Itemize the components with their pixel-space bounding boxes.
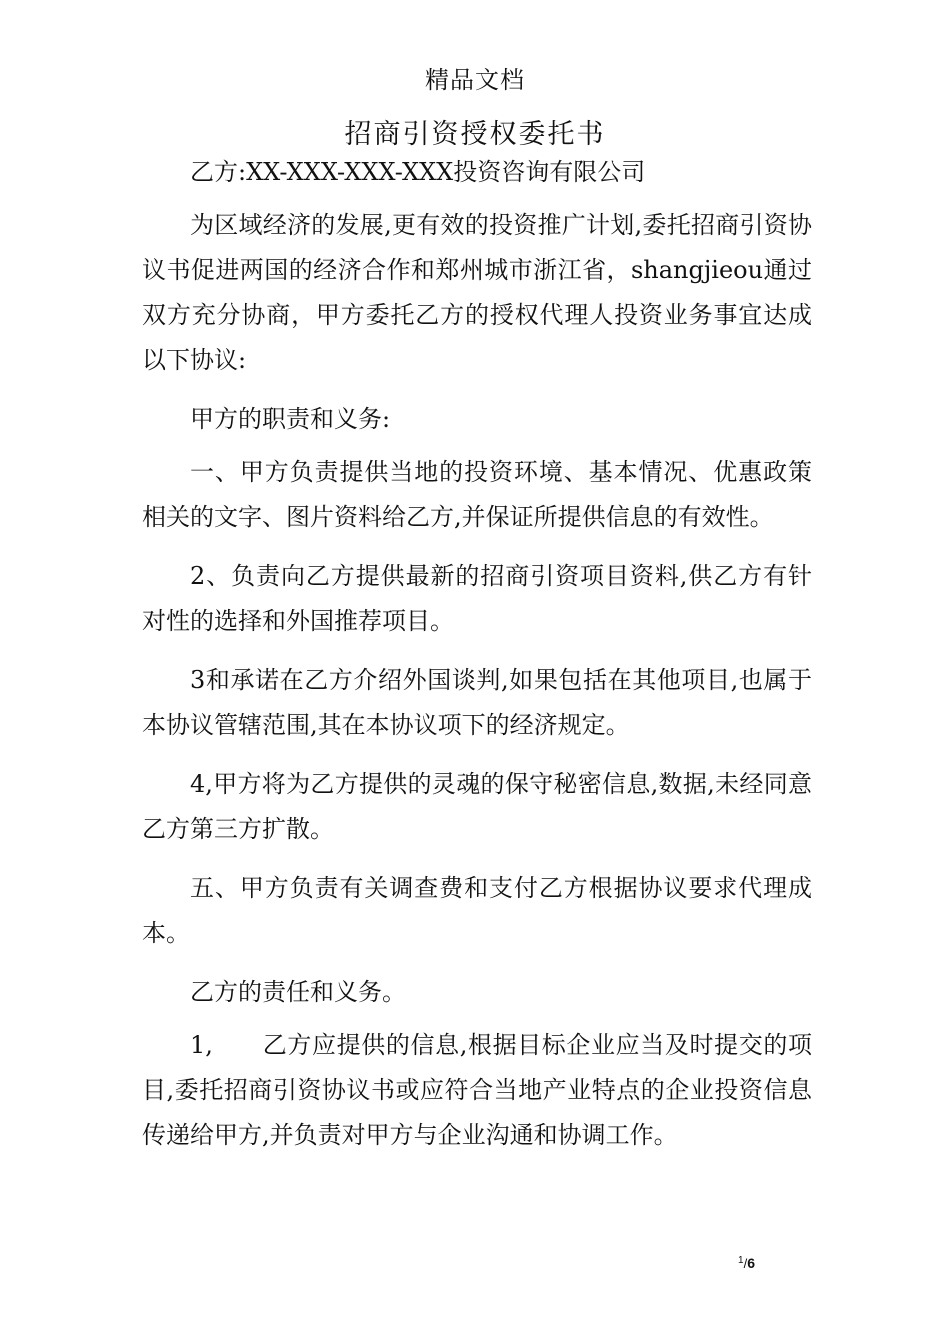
page-header: 精品文档 xyxy=(425,66,525,94)
paragraph-preamble: 为区域经济的发展,更有效的投资推广计划,委托招商引资协议书促进两国的经济合作和郑州城市浙江省，shangjieou通过双方充分协商，甲方委托乙方的授权代理人投资业务事宜达成以下协议: xyxy=(142,211,812,374)
paragraph-party-a-item-4: 4,甲方将为乙方提供的灵魂的保守秘密信息,数据,未经同意乙方第三方扩散。 xyxy=(142,770,812,843)
document-body xyxy=(142,150,812,1172)
page-number-total: 6 xyxy=(747,1255,755,1271)
paragraph-party-a-item-1: 一、甲方负责提供当地的投资环境、基本情况、优惠政策相关的文字、图片资料给乙方,并保证所提供信息的有效性。 xyxy=(142,458,812,531)
paragraph-party-b: 乙方:XX-XXX-XXX-XXX投资咨询有限公司 xyxy=(190,158,646,186)
document-title: 招商引资授权委托书 xyxy=(344,119,606,150)
paragraph-party-b-heading: 乙方的责任和义务。 xyxy=(190,978,406,1006)
paragraph-party-a-item-3: 3和承诺在乙方介绍外国谈判,如果包括在其他项目,也属于本协议管辖范围,其在本协议项下的经济规定。 xyxy=(142,666,812,739)
page-number-separator: / xyxy=(743,1256,748,1271)
paragraph-party-a-item-5: 五、甲方负责有关调查费和支付乙方根据协议要求代理成本。 xyxy=(142,874,812,947)
page-number-current: 1 xyxy=(738,1255,744,1266)
paragraph-party-b-item-1: 1, 乙方应提供的信息,根据目标企业应当及时提交的项目,委托招商引资协议书或应符合当地产业特点的企业投资信息传递给甲方,并负责对甲方与企业沟通和协调工作。 xyxy=(142,1031,812,1149)
page-number xyxy=(738,1255,755,1271)
paragraph-party-a-item-2: 2、负责向乙方提供最新的招商引资项目资料,供乙方有针对性的选择和外国推荐项目。 xyxy=(142,562,812,635)
paragraph-party-a-heading: 甲方的职责和义务: xyxy=(190,405,391,433)
